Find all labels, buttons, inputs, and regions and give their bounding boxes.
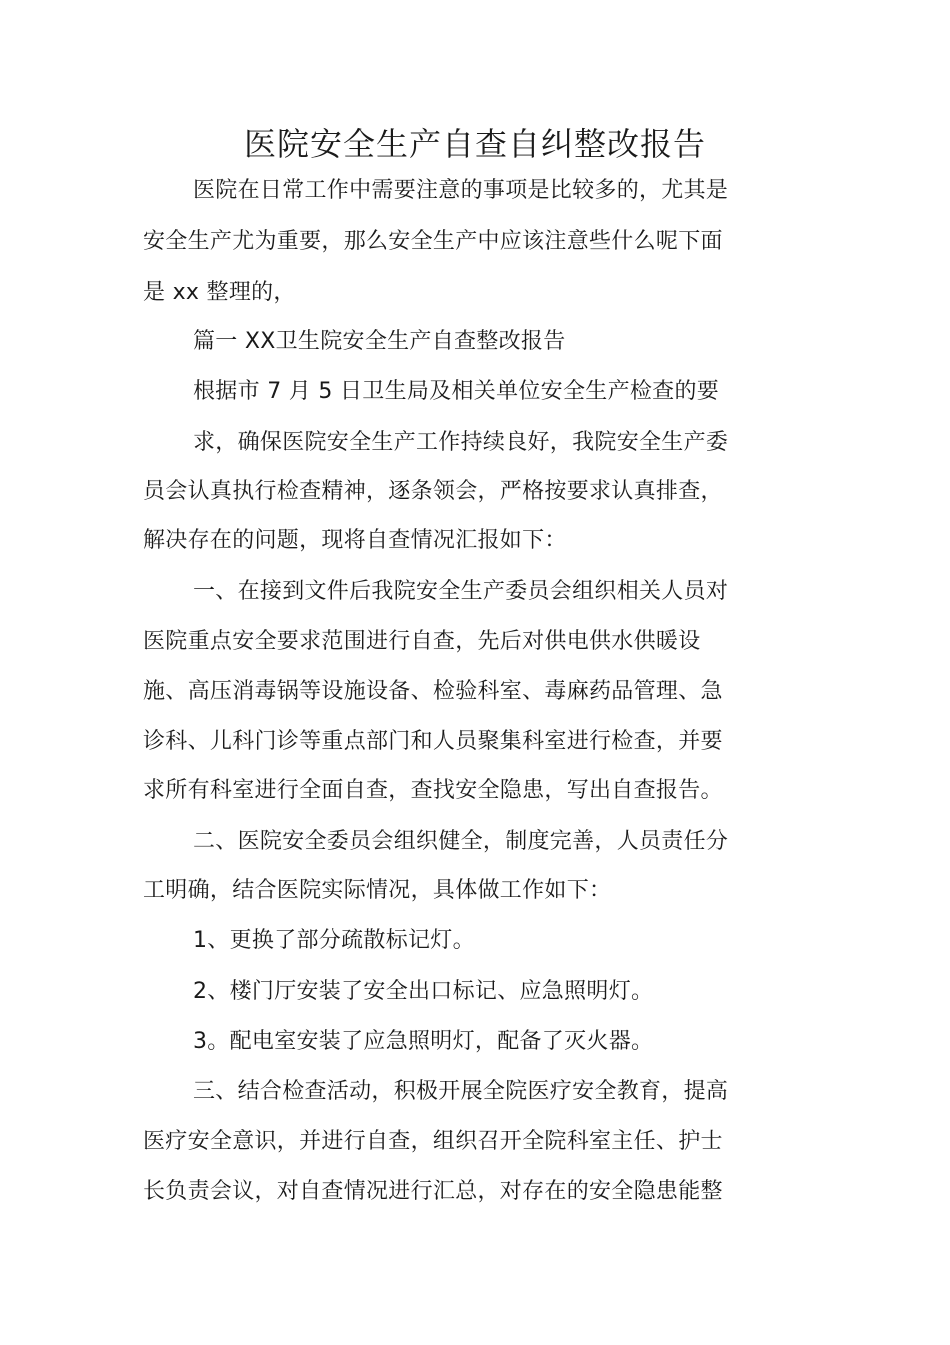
text-line: 二、医院安全委员会组织健全，制度完善，人员责任分 — [193, 829, 729, 854]
text-line: 解决存在的问题，现将自查情况汇报如下： — [143, 528, 567, 553]
text-line: 施、高压消毒锅等设施设备、检验科室、毒麻药品管理、急 — [143, 679, 723, 704]
text-line: 员会认真执行检查精神，逐条领会，严格按要求认真排查， — [143, 479, 723, 504]
list-item: 3。配电室安装了应急照明灯，配备了灭火器。 — [193, 1029, 654, 1054]
document-title: 医院安全生产自查自纠整改报告 — [243, 125, 706, 163]
text-line: 工明确，结合医院实际情况，具体做工作如下： — [143, 878, 612, 903]
text-line: 根据市 7 月 5 日卫生局及相关单位安全生产检查的要 — [193, 379, 720, 404]
text-line: 医疗安全意识，并进行自查，组织召开全院科室主任、护士 — [143, 1129, 723, 1154]
text-line: 长负责会议，对自查情况进行汇总，对存在的安全隐患能整 — [143, 1179, 723, 1204]
text-line: 医院重点安全要求范围进行自查，先后对供电供水供暖设 — [143, 629, 701, 654]
text-line: 医院在日常工作中需要注意的事项是比较多的，尤其是 — [193, 178, 729, 203]
list-item: 2、楼门厅安装了安全出口标记、应急照明灯。 — [193, 979, 654, 1004]
text-line: 求，确保医院安全生产工作持续良好，我院安全生产委 — [193, 430, 729, 455]
text-line: 诊科、儿科门诊等重点部门和人员聚集科室进行检查，并要 — [143, 729, 723, 754]
list-item: 1、更换了部分疏散标记灯。 — [193, 928, 475, 953]
text-line: 一、在接到文件后我院安全生产委员会组织相关人员对 — [193, 579, 729, 604]
text-line: 是 xx 整理的， — [143, 280, 296, 305]
section-heading: 篇一 XX卫生院安全生产自查整改报告 — [193, 329, 566, 354]
text-line: 安全生产尤为重要，那么安全生产中应该注意些什么呢下面 — [143, 229, 723, 254]
text-line: 求所有科室进行全面自查，查找安全隐患，写出自查报告。 — [143, 778, 723, 803]
text-line: 三、结合检查活动，积极开展全院医疗安全教育，提高 — [193, 1079, 729, 1104]
